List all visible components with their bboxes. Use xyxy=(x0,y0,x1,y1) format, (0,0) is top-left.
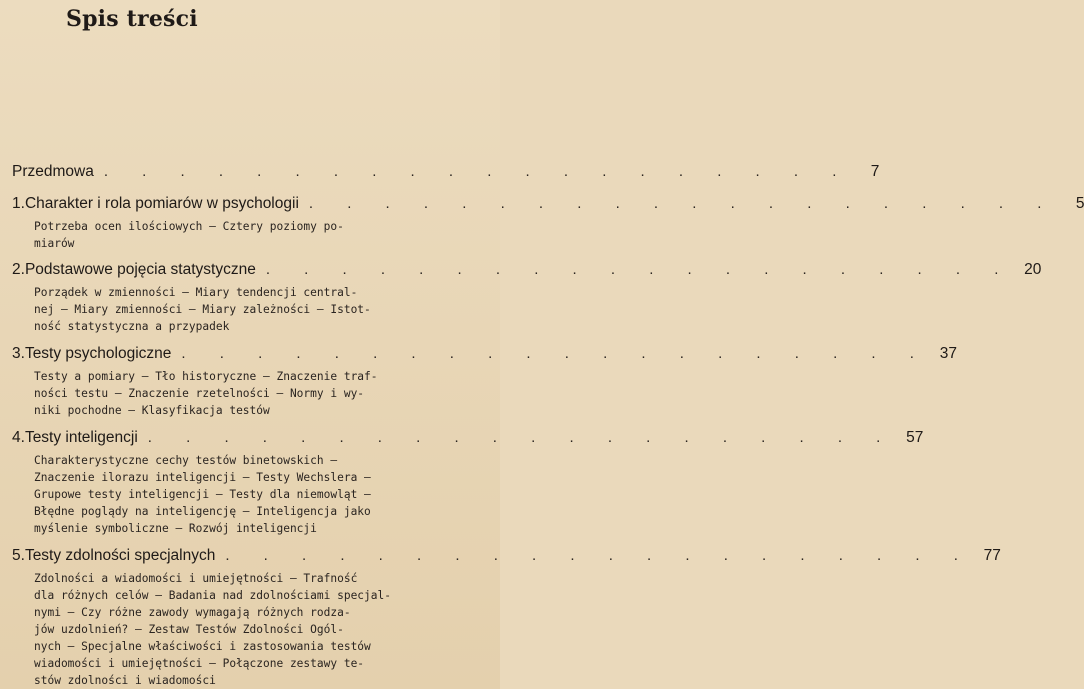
toc-entry-chapter-5 xyxy=(12,547,1001,689)
description-line: Testy a pomiary — Tło historyczne — Znaczenie traf- xyxy=(34,370,378,383)
description-line: Charakterystyczne cechy testów binetowskich — xyxy=(34,454,338,467)
description-line: nymi — Czy różne zawody wymagają różnych rodza- xyxy=(34,606,351,619)
toc-heading-row xyxy=(12,163,880,185)
description-line: Porządek w zmienności — Miary tendencji central- xyxy=(34,286,358,299)
description-line: Znaczenie ilorazu inteligencji — Testy Wechslera — xyxy=(34,471,371,484)
description-line: jów uzdolnień? — Zestaw Testów Zdolności Ogól- xyxy=(34,623,344,636)
description-line: ności testu — Znaczenie rzetelności — Normy i wy- xyxy=(34,387,365,400)
toc-entry-title: Podstawowe pojęcia statystyczne xyxy=(24,261,256,278)
toc-entry-title: Testy inteligencji xyxy=(24,429,138,446)
description-line: miarów xyxy=(34,237,75,250)
toc-heading-row xyxy=(12,261,1042,283)
chapter-description xyxy=(34,368,452,419)
dot-leader: . . . . . . . . . . . . . . . . . . . . xyxy=(308,195,1057,212)
description-line: ność statystyczna a przypadek xyxy=(34,320,230,333)
description-line: Grupowe testy inteligencji — Testy dla niemowląt — xyxy=(34,488,371,501)
toc-page-number: 5 xyxy=(1075,195,1084,212)
dot-leader: . . . . . . . . . . . . . . . . . . . . xyxy=(181,345,929,362)
toc-entry-title: Testy zdolności specjalnych xyxy=(24,547,216,564)
dot-leader: . . . . . . . . . . . . . . . . . . . . xyxy=(225,547,973,564)
description-line: Błędne poglądy na inteligencję — Inteligencja jako xyxy=(34,505,371,518)
toc-heading-row xyxy=(12,195,1084,217)
toc-entry-chapter-4 xyxy=(12,429,924,537)
description-line: Zdolności a wiadomości i umiejętności — Trafność xyxy=(34,572,358,585)
chapter-number: 1. xyxy=(12,195,25,212)
toc-entry-title: Przedmowa xyxy=(12,163,94,180)
page-title: Spis treści xyxy=(66,6,198,32)
toc-page-number: 37 xyxy=(939,345,957,362)
dot-leader: . . . . . . . . . . . . . . . . . . . . xyxy=(147,429,896,446)
toc-page-number: 77 xyxy=(983,547,1001,564)
dot-leader: . . . . . . . . . . . . . . . . . . . . xyxy=(103,163,852,180)
chapter-number: 4. xyxy=(12,429,25,446)
chapter-number: 3. xyxy=(12,345,25,362)
toc-entry-chapter-1 xyxy=(12,195,1084,252)
toc-page-number: 57 xyxy=(906,429,924,446)
description-line: wiadomości i umiejętności — Połączone zestawy te- xyxy=(34,657,365,670)
description-line: myślenie symboliczne — Rozwój inteligencji xyxy=(34,522,317,535)
toc-heading-row xyxy=(12,345,957,367)
toc-heading-row xyxy=(12,429,924,451)
description-line: stów zdolności i wiadomości xyxy=(34,674,216,687)
toc-entry-title: Charakter i rola pomiarów w psychologii xyxy=(24,195,299,212)
chapter-number: 2. xyxy=(12,261,25,278)
chapter-description xyxy=(34,452,452,537)
toc-entry-chapter-2 xyxy=(12,261,1042,335)
toc-page-number: 7 xyxy=(870,163,880,180)
toc-heading-row xyxy=(12,547,1001,569)
toc-entry-chapter-3 xyxy=(12,345,957,419)
toc-entry-preface xyxy=(12,163,880,185)
description-line: niki pochodne — Klasyfikacja testów xyxy=(34,404,270,417)
toc-page-number: 20 xyxy=(1024,261,1042,278)
chapter-description xyxy=(34,284,452,335)
toc-entry-title: Testy psychologiczne xyxy=(24,345,172,362)
description-line: nej — Miary zmienności — Miary zależności — Istot- xyxy=(34,303,371,316)
chapter-number: 5. xyxy=(12,547,25,564)
dot-leader: . . . . . . . . . . . . . . . . . . . . xyxy=(265,261,1014,278)
description-line: Potrzeba ocen ilościowych — Cztery poziomy po- xyxy=(34,220,344,233)
chapter-description xyxy=(34,570,452,689)
description-line: nych — Specjalne właściwości i zastosowania testów xyxy=(34,640,371,653)
description-line: dla różnych celów — Badania nad zdolnościami specjal- xyxy=(34,589,391,602)
chapter-description xyxy=(34,218,452,252)
